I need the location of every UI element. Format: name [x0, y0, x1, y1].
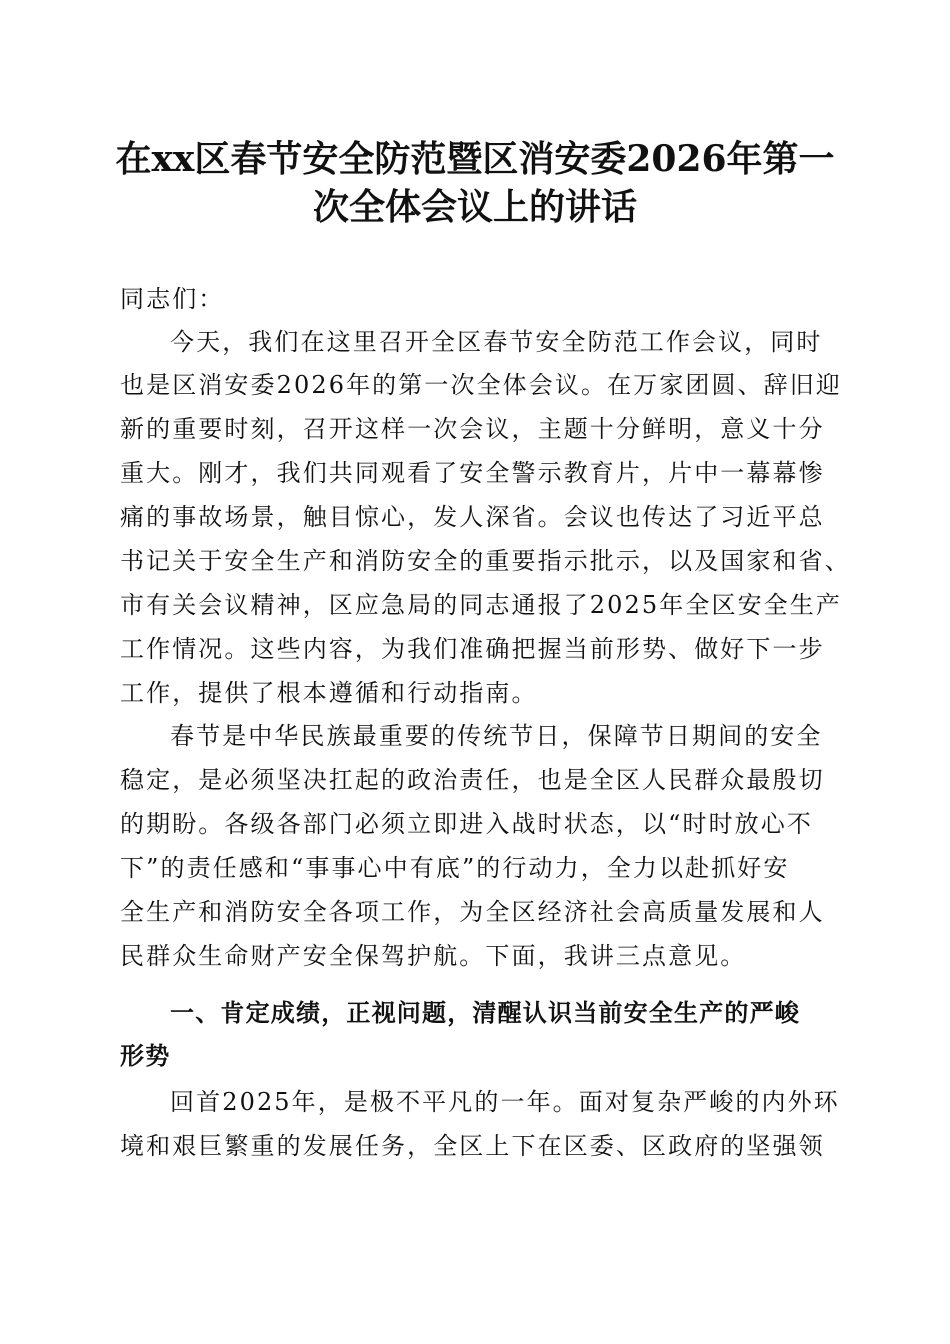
- body-line: 市有关会议精神，区应急局的同志通报了2025年全区安全生产: [120, 591, 842, 619]
- body-line: 稳定，是必须坚决扛起的政治责任，也是全区人民群众最殷切: [120, 766, 825, 794]
- document-title-line-2: 次全体会议上的讲话: [312, 186, 637, 228]
- body-line: 的期盼。各级各部门必须立即进入战时状态，以“时时放心不: [120, 810, 813, 838]
- body-line: 书记关于安全生产和消防安全的重要指示批示，以及国家和省、: [120, 547, 851, 575]
- body-line: 新的重要时刻，召开这样一次会议，主题十分鲜明，意义十分: [120, 415, 825, 443]
- body-line: 民群众生命财产安全保驾护航。下面，我讲三点意见。: [120, 942, 747, 970]
- body-line: 下”的责任感和“事事心中有底”的行动力，全力以赴抓好安: [120, 854, 790, 882]
- salutation: 同志们：: [120, 285, 225, 313]
- body-line: 工作情况。这些内容，为我们准确把握当前形势、做好下一步: [120, 635, 825, 663]
- body-line: 春节是中华民族最重要的传统节日，保障节日期间的安全: [170, 722, 823, 750]
- body-line: 工作，提供了根本遵循和行动指南。: [120, 679, 538, 707]
- body-line: 全生产和消防安全各项工作，为全区经济社会高质量发展和人: [120, 898, 825, 926]
- body-line: 境和艰巨繁重的发展任务，全区上下在区委、区政府的坚强领: [120, 1132, 825, 1160]
- body-line: 重大。刚才，我们共同观看了安全警示教育片，片中一幕幕惨: [120, 459, 825, 487]
- body-line: 回首2025年，是极不平凡的一年。面对复杂严峻的内外环: [170, 1088, 840, 1116]
- body-line: 也是区消安委2026年的第一次全体会议。在万家团圆、辞旧迎: [120, 371, 842, 399]
- body-line: 今天，我们在这里召开全区春节安全防范工作会议，同时: [170, 328, 823, 356]
- section-heading: 一、肯定成绩，正视问题，清醒认识当前安全生产的严峻: [170, 999, 800, 1027]
- body-line: 痛的事故场景，触目惊心，发人深省。会议也传达了习近平总: [120, 503, 825, 531]
- document-title-line-1: 在xx区春节安全防范暨区消安委2026年第一: [115, 138, 835, 180]
- section-heading: 形势: [120, 1042, 171, 1070]
